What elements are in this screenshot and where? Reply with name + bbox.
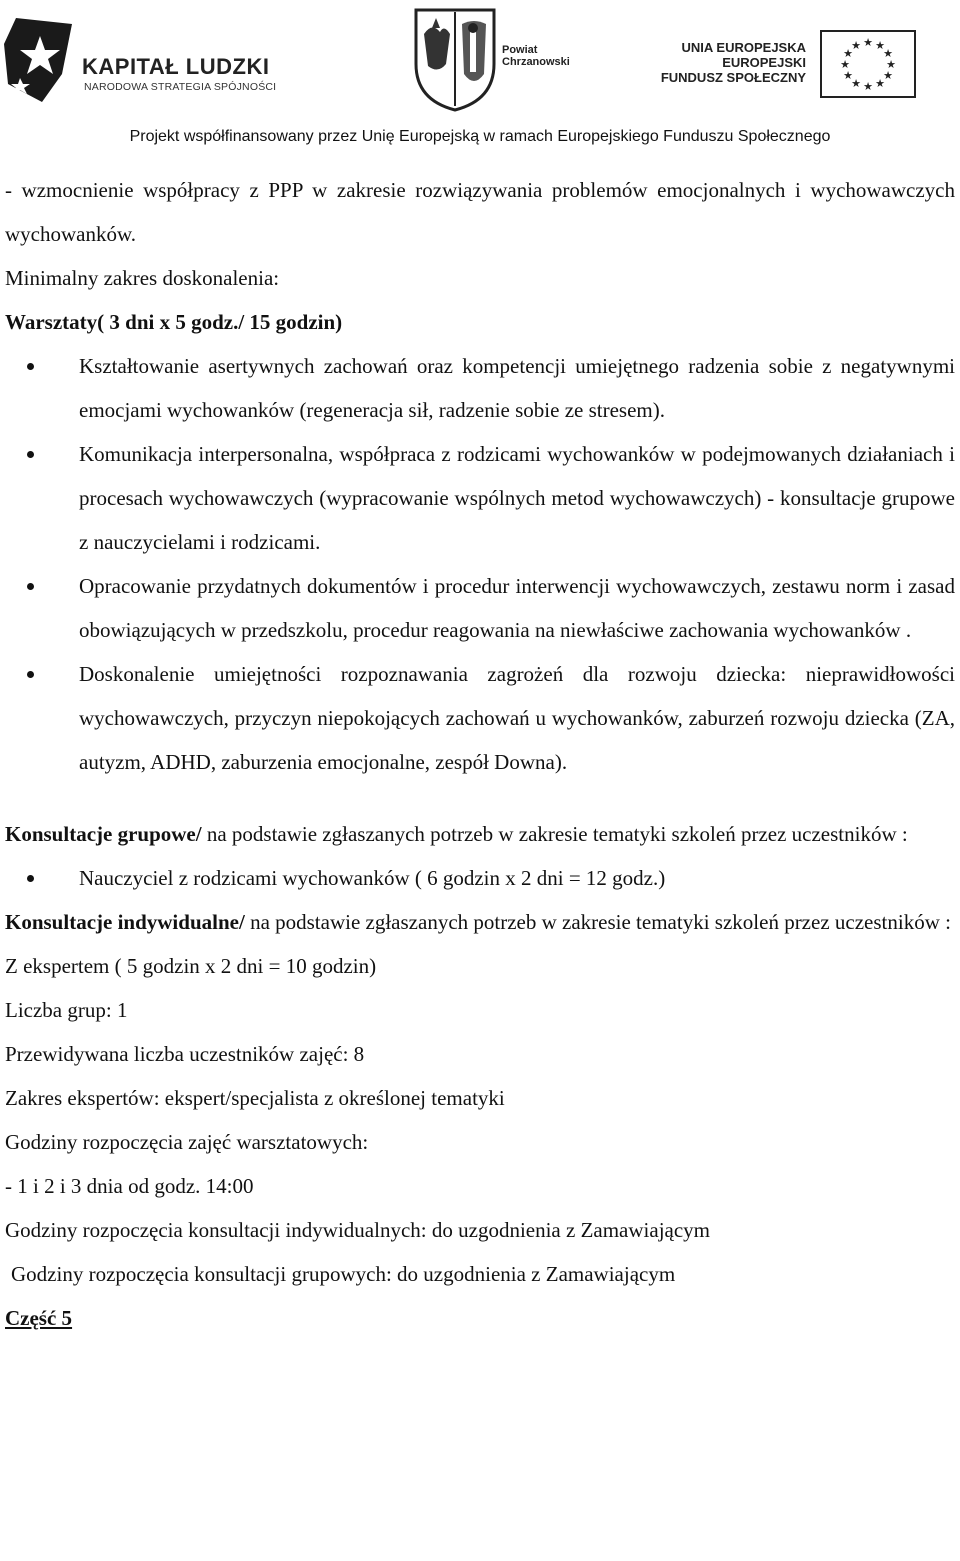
workshops-heading: Warsztaty( 3 dni x 5 godz./ 15 godzin) <box>5 310 343 334</box>
group-consultations-list <box>5 856 955 900</box>
svg-text:★: ★ <box>886 58 896 71</box>
svg-text:★: ★ <box>875 39 885 52</box>
list-item <box>5 344 955 432</box>
bullet-dot-icon <box>27 363 34 370</box>
group-consultations-paragraph <box>5 812 955 856</box>
kapital-ludzki-subtitle: NARODOWA STRATEGIA SPÓJNOŚCI <box>84 81 277 93</box>
bullet-dot-icon <box>27 671 34 678</box>
list-item <box>5 652 955 784</box>
powiat-name <box>502 44 570 68</box>
participants-count: Przewidywana liczba uczestników zajęć: 8 <box>5 1042 365 1066</box>
svg-text:★: ★ <box>883 47 893 60</box>
powiat-chrzanowski-logo <box>410 4 570 114</box>
part-heading: Część 5 <box>5 1306 73 1330</box>
list-item-text: Komunikacja interpersonalna, współpraca z rodzicami wychowanków w podejmowanych działaniach i procesach wychowawczych (wypracowanie wspólnych metod wychowawczych) - konsultacje grupowe z nauczycielami i rodzicami. <box>79 442 955 554</box>
bullet-dot-icon <box>27 875 34 882</box>
svg-text:★: ★ <box>875 77 885 90</box>
svg-text:★: ★ <box>843 47 853 60</box>
workshop-hours-label: Godziny rozpoczęcia zajęć warsztatowych: <box>5 1130 369 1154</box>
page-header <box>0 0 960 160</box>
bullet-dot-icon <box>27 451 34 458</box>
groups-count: Liczba grup: 1 <box>5 998 128 1022</box>
eu-line3: FUNDUSZ SPOŁECZNY <box>660 70 806 85</box>
list-item <box>5 432 955 564</box>
powiat-line1: Powiat <box>502 44 538 56</box>
kapital-ludzki-logo <box>2 14 292 104</box>
workshop-topics-list <box>5 344 955 784</box>
eu-flag-icon <box>820 30 916 98</box>
group-consultations-text: na podstawie zgłaszanych potrzeb w zakresie tematyki szkoleń przez uczestników : <box>206 822 908 846</box>
group-consultations-label: Konsultacje grupowe/ <box>5 822 202 846</box>
list-item-text: Doskonalenie umiejętności rozpoznawania zagrożeń dla rozwoju dziecka: nieprawidłowości wychowawczych, przyczyn niepokojących zachowań u wychowanków, zaburzeń rozwoju dziecka (ZA, autyzm, ADHD, zaburzenia emocjonalne, zespół Downa). <box>79 662 955 774</box>
individual-hours: Godziny rozpoczęcia konsultacji indywidualnych: do uzgodnienia z Zamawiającym <box>5 1218 711 1242</box>
list-item-text: Kształtowanie asertywnych zachowań oraz kompetencji umiejętnego radzenia sobie z negatywnymi emocjami wychowanków (regeneracja sił, radzenie sobie ze stresem). <box>79 354 955 422</box>
intro-paragraph: - wzmocnienie współpracy z PPP w zakresie rozwiązywania problemów emocjonalnych i wychowawczych wychowanków. <box>5 178 955 246</box>
individual-consultations-paragraph <box>5 900 955 944</box>
list-item <box>5 564 955 652</box>
eu-text <box>650 40 806 85</box>
kapital-ludzki-star-icon <box>2 14 80 106</box>
kapital-ludzki-name: KAPITAŁ LUDZKI <box>82 54 270 79</box>
list-item-text: Opracowanie przydatnych dokumentów i procedur interwencji wychowawczych, zestawu norm i zasad obowiązujących w przedszkolu, procedur reagowania na niewłaściwe zachowania wychowanków . <box>79 574 955 642</box>
group-hours: Godziny rozpoczęcia konsultacji grupowych: do uzgodnienia z Zamawiającym <box>11 1262 676 1286</box>
bullet-dot-icon <box>27 583 34 590</box>
expert-line: Z ekspertem ( 5 godzin x 2 dni = 10 godzin) <box>5 954 377 978</box>
list-item-text: Nauczyciel z rodzicami wychowanków ( 6 godzin x 2 dni = 12 godz.) <box>79 866 666 890</box>
svg-text:★: ★ <box>840 58 850 71</box>
experts-range: Zakres ekspertów: ekspert/specjalista z określonej tematyki <box>5 1086 505 1110</box>
project-cofinancing-line: Projekt współfinansowany przez Unię Europejską w ramach Europejskiego Funduszu Społecznego <box>129 128 831 145</box>
svg-text:★: ★ <box>851 77 861 90</box>
document-body <box>5 168 955 1340</box>
svg-text:★: ★ <box>851 39 861 52</box>
powiat-chrzanowski-crest-icon <box>410 4 500 114</box>
individual-consultations-text: na podstawie zgłaszanych potrzeb w zakresie tematyki szkoleń przez uczestników : <box>250 910 951 934</box>
svg-text:★: ★ <box>863 36 873 49</box>
individual-consultations-label: Konsultacje indywidualne/ <box>5 910 245 934</box>
min-range-heading: Minimalny zakres doskonalenia: <box>5 266 280 290</box>
eu-logo <box>650 30 950 110</box>
eu-line1: UNIA EUROPEJSKA <box>681 40 806 55</box>
eu-line2: EUROPEJSKI <box>722 55 806 70</box>
powiat-line2: Chrzanowski <box>502 56 570 68</box>
workshop-hours: - 1 i 2 i 3 dnia od godz. 14:00 <box>5 1174 254 1198</box>
svg-text:★: ★ <box>843 69 853 82</box>
spacer <box>5 784 955 812</box>
svg-text:★: ★ <box>863 80 873 93</box>
svg-text:★: ★ <box>883 69 893 82</box>
list-item <box>5 856 955 900</box>
